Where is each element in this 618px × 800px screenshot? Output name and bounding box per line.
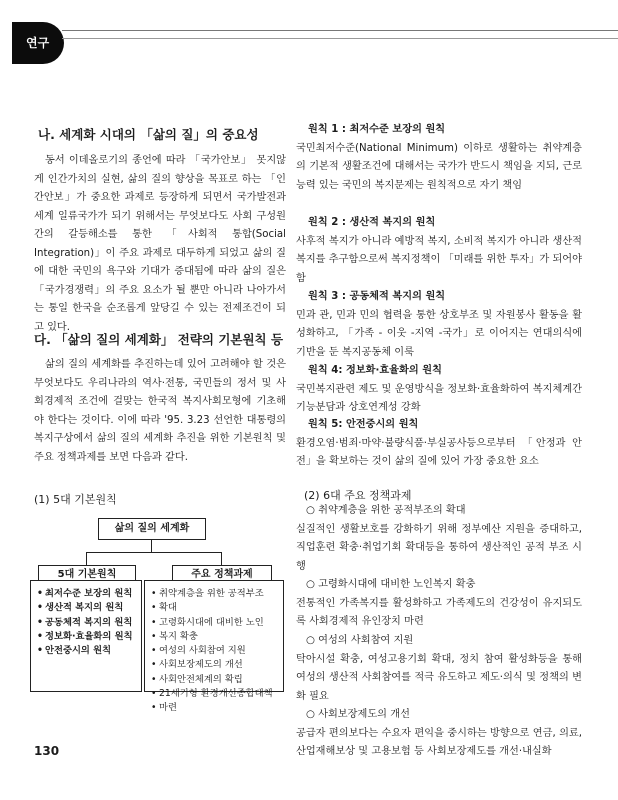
principle-2 xyxy=(296,214,582,288)
diagram-connector-vertical xyxy=(151,538,152,552)
diagram-title-box: 삶의 질의 세계화 xyxy=(98,518,206,540)
task-1 xyxy=(296,502,582,576)
principle-title: 원칙 1 : 최저수준 보장의 원칙 xyxy=(308,124,446,135)
subheading-five-principles: (1) 5대 기본원칙 xyxy=(34,493,117,506)
diagram-principle-item: • 생산적 복지의 원칙 xyxy=(37,601,135,615)
task-3 xyxy=(296,632,582,706)
diagram-principles-list xyxy=(30,580,142,692)
header-rule-bottom xyxy=(62,38,618,39)
diagram-tasks-list xyxy=(144,580,284,714)
principle-title: 원칙 5: 안전중시의 원칙 xyxy=(308,419,419,430)
principle-3 xyxy=(296,288,582,362)
principle-title: 원칙 2 : 생산적 복지의 원칙 xyxy=(308,217,436,228)
diagram-principle-item: • 안전중시의 원칙 xyxy=(37,644,135,658)
paragraph-importance: 동서 이데올로기의 종언에 따라 「국가안보」 못지않게 인간가치의 실현, 삶의 질의 향상을 목표로 하는 「인간안보」가 중요한 과제로 등장하게 되면서 국가발전과 세계 일류국가가 되기 위해서는 무엇보다도 사회 구성원간의 갈등해소를 통한 「사회적 통합(Social Integration)」이 주요 과제로 대두하게 되었고 삶의 질에 대한 국민의 욕구와 기대가 증대됨에 따라 삶의 질은 「국가경쟁력」의 주요 요소가 될 뿐만 아니라 나아가서는 통일 한국을 순조롭게 앞당길 수 있는 전제조건이 되고 있다. xyxy=(34,155,286,333)
page-number: 130 xyxy=(34,744,60,758)
task-title: ○ 고령화시대에 대비한 노인복지 확충 xyxy=(306,579,476,590)
principle-1 xyxy=(296,121,582,195)
diagram-connector-right xyxy=(221,552,222,565)
task-body: 전통적인 가족복지를 활성화하고 가족제도의 건강성이 유지되도록 사회경제적 유인장치 마련 xyxy=(296,597,582,627)
task-title: ○ 사회보장제도의 개선 xyxy=(306,709,410,720)
diagram-task-item: • 취약계층을 위한 공적부조 xyxy=(151,587,277,601)
task-4 xyxy=(296,706,582,762)
task-title: ○ 취약계층을 위한 공적부조의 확대 xyxy=(306,505,466,516)
task-body: 탁아시설 확충, 여성고용기회 확대, 정치 참여 활성화등을 통해 여성의 생산적 사회참여를 적극 유도하고 제도·의식 및 정책의 변화 필요 xyxy=(296,653,582,702)
principle-title: 원칙 3 : 공동체적 복지의 원칙 xyxy=(308,291,446,302)
principle-body: 국민최저수준(National Minimum) 이하로 생활하는 취약계층의 기본적 생활조건에 대해서는 국가가 반드시 책임을 지되, 근로능력 있는 국민의 복지문제는 원칙적으로 자기 책임 xyxy=(296,142,582,191)
diagram-task-item-cont: • 복지 확충 xyxy=(151,630,277,644)
section-tab-label: 연구 xyxy=(26,36,50,50)
header-rule-top xyxy=(62,30,618,31)
task-title: ○ 여성의 사회참여 지원 xyxy=(306,635,414,646)
diagram-task-item-cont: • 확대 xyxy=(151,601,277,615)
diagram-tasks-header: 주요 정책과제 xyxy=(172,565,272,585)
task-body: 공급자 편의보다는 수요자 편익을 중시하는 방향으로 연금, 의료, 산업재해보상 및 고용보험 등 사회보장제도를 개선·내실화 xyxy=(296,727,582,757)
section-heading-da: 다. 「삶의 질의 세계화」 전략의 기본원칙 등 xyxy=(34,332,284,347)
principle-body: 사후적 복지가 아니라 예방적 복지, 소비적 복지가 아니라 생산적 복지를 추구함으로써 복지정책이 「미래를 위한 투자」가 되어야 함 xyxy=(296,235,582,284)
diagram-principle-item: • 공동체적 복지의 원칙 xyxy=(37,616,135,630)
diagram-task-item-cont: • 마련 xyxy=(151,701,277,715)
task-body: 실질적인 생활보호를 강화하기 위해 정부예산 지원을 증대하고, 직업훈련 확충·취업기회 확대등을 통하여 생산적인 공적 부조 시행 xyxy=(296,523,582,572)
paragraph-principles-intro: 삶의 질의 세계화를 추진하는데 있어 고려해야 할 것은 무엇보다도 우리나라의 역사·전통, 국민들의 정서 및 사회경제적 조건에 걸맞는 한국적 복지사회모형에 기초해야 한다는 것이다. 이에 따라 '95. 3.23 선언한 대통령의 복지구상에서 삶의 질의 세계화 추진을 위한 기본원칙 및 주요 정책과제를 보면 다음과 같다. xyxy=(34,359,286,463)
principle-title: 원칙 4: 정보화·효율화의 원칙 xyxy=(308,365,442,376)
subheading-six-tasks: (2) 6대 주요 정책과제 xyxy=(304,489,412,502)
diagram-task-item: • 21세기형 환경개선종합대책 xyxy=(151,687,277,701)
diagram-principle-item: • 최저수준 보장의 원칙 xyxy=(37,587,135,601)
diagram-task-item: • 사회보장제도의 개선 xyxy=(151,658,277,672)
diagram-connector-horizontal xyxy=(86,552,222,553)
principle-4 xyxy=(296,362,582,418)
principle-body: 민과 관, 민과 민의 협력을 통한 상호부조 및 자원봉사 활동을 활성화하고, 「가족 - 이웃 -지역 -국가」로 이어지는 연대의식에 기반을 둔 복지공동체 이룩 xyxy=(296,309,582,358)
section-heading-na: 나. 세계화 시대의 「삶의 질」의 중요성 xyxy=(38,127,259,142)
principle-5 xyxy=(296,416,582,472)
diagram-task-item: • 고령화시대에 대비한 노인 xyxy=(151,616,277,630)
diagram-principle-item: • 정보화·효율화의 원칙 xyxy=(37,630,135,644)
diagram-principles-header: 5대 기본원칙 xyxy=(38,565,136,585)
task-2 xyxy=(296,576,582,632)
section-tab xyxy=(12,22,64,64)
diagram-task-item: • 사회안전체계의 확립 xyxy=(151,673,277,687)
principle-body: 환경오염·범죄·마약·불량식품·부실공사등으로부터 「안정과 안전」을 확보하는 것이 삶의 질에 있어 가장 중요한 요소 xyxy=(296,437,582,467)
diagram-connector-left xyxy=(86,552,87,565)
diagram-task-item: • 여성의 사회참여 지원 xyxy=(151,644,277,658)
principle-body: 국민복지관련 제도 및 운영방식을 정보화·효율화하여 복지체계간 기능분담과 상호연계성 강화 xyxy=(296,383,582,413)
